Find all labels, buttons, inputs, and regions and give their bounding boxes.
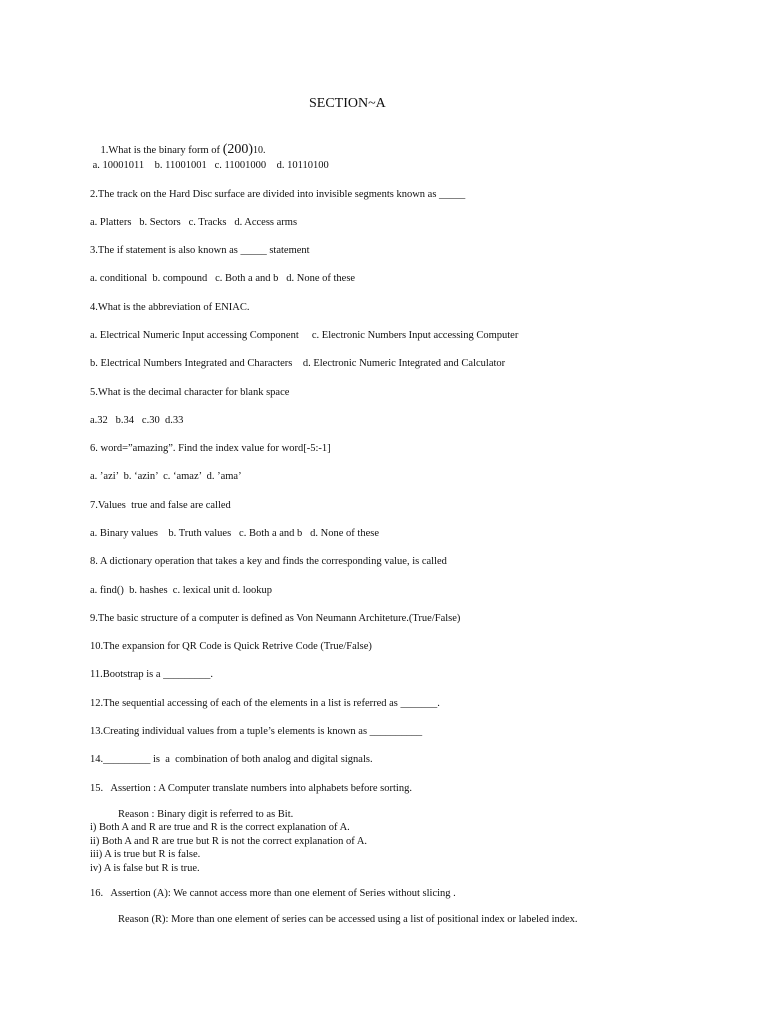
question-12: 12.The sequential accessing of each of the elements in a list is referred as _______. [90,698,440,709]
question-4: 4.What is the abbreviation of ENIAC. [90,302,250,313]
question-1-text: 1.What is the binary form of [100,144,223,156]
question-13: 13.Creating individual values from a tuple’s elements is known as __________ [90,726,423,737]
question-1-number: (200) [222,141,254,157]
question-11: 11.Bootstrap is a _________. [90,669,213,680]
section-title: SECTION~A [309,96,386,111]
question-15-option-ii: ii) Both A and R are true but R is not the correct explanation of A. [90,836,368,847]
question-3-options: a. conditional b. compound c. Both a and b d. None of these [90,273,356,284]
question-8: 8. A dictionary operation that takes a key and finds the corresponding value, is called [90,556,447,567]
question-7: 7.Values true and false are called [90,500,231,511]
question-16-assertion: 16. Assertion (A): We cannot access more than one element of Series without slicing . [90,888,456,899]
question-6: 6. word=”amazing”. Find the index value for word[-5:-1] [90,443,331,454]
question-15-option-i: i) Both A and R are true and R is the correct explanation of A. [90,822,350,833]
question-15-option-iii: iii) A is true but R is false. [90,849,201,860]
question-1-base: 10. [253,144,266,156]
question-5: 5.What is the decimal character for blank space [90,387,290,398]
question-9: 9.The basic structure of a computer is defined as Von Neumann Architeture.(True/False) [90,613,461,624]
question-4-options-a-c: a. Electrical Numeric Input accessing Component c. Electronic Numbers Input accessing Computer [90,330,519,341]
question-1-options: a. 10001011 b. 11001001 c. 11001000 d. 10110100 [90,160,329,171]
question-15-assertion: 15. Assertion : A Computer translate numbers into alphabets before sorting. [90,783,412,794]
question-4-options-b-d: b. Electrical Numbers Integrated and Characters d. Electronic Numeric Integrated and Calculator [90,358,506,369]
question-8-options: a. find() b. hashes c. lexical unit d. lookup [90,585,272,596]
question-6-options: a. ’azi’ b. ‘azin’ c. ‘amaz’ d. ’ama’ [90,471,242,482]
question-14: 14._________ is a combination of both analog and digital signals. [90,754,373,765]
question-10: 10.The expansion for QR Code is Quick Retrive Code (True/False) [90,641,372,652]
question-5-options: a.32 b.34 c.30 d.33 [90,415,184,426]
question-2: 2.The track on the Hard Disc surface are divided into invisible segments known as _____ [90,189,466,200]
question-2-options: a. Platters b. Sectors c. Tracks d. Access arms [90,217,298,228]
question-3: 3.The if statement is also known as _____ statement [90,245,310,256]
question-15-reason: Reason : Binary digit is referred to as Bit. [118,809,294,820]
question-7-options: a. Binary values b. Truth values c. Both a and b d. None of these [90,528,379,539]
question-15-option-iv: iv) A is false but R is true. [90,863,200,874]
question-16-reason: Reason (R): More than one element of series can be accessed using a list of positional index or labeled index. [118,914,578,925]
